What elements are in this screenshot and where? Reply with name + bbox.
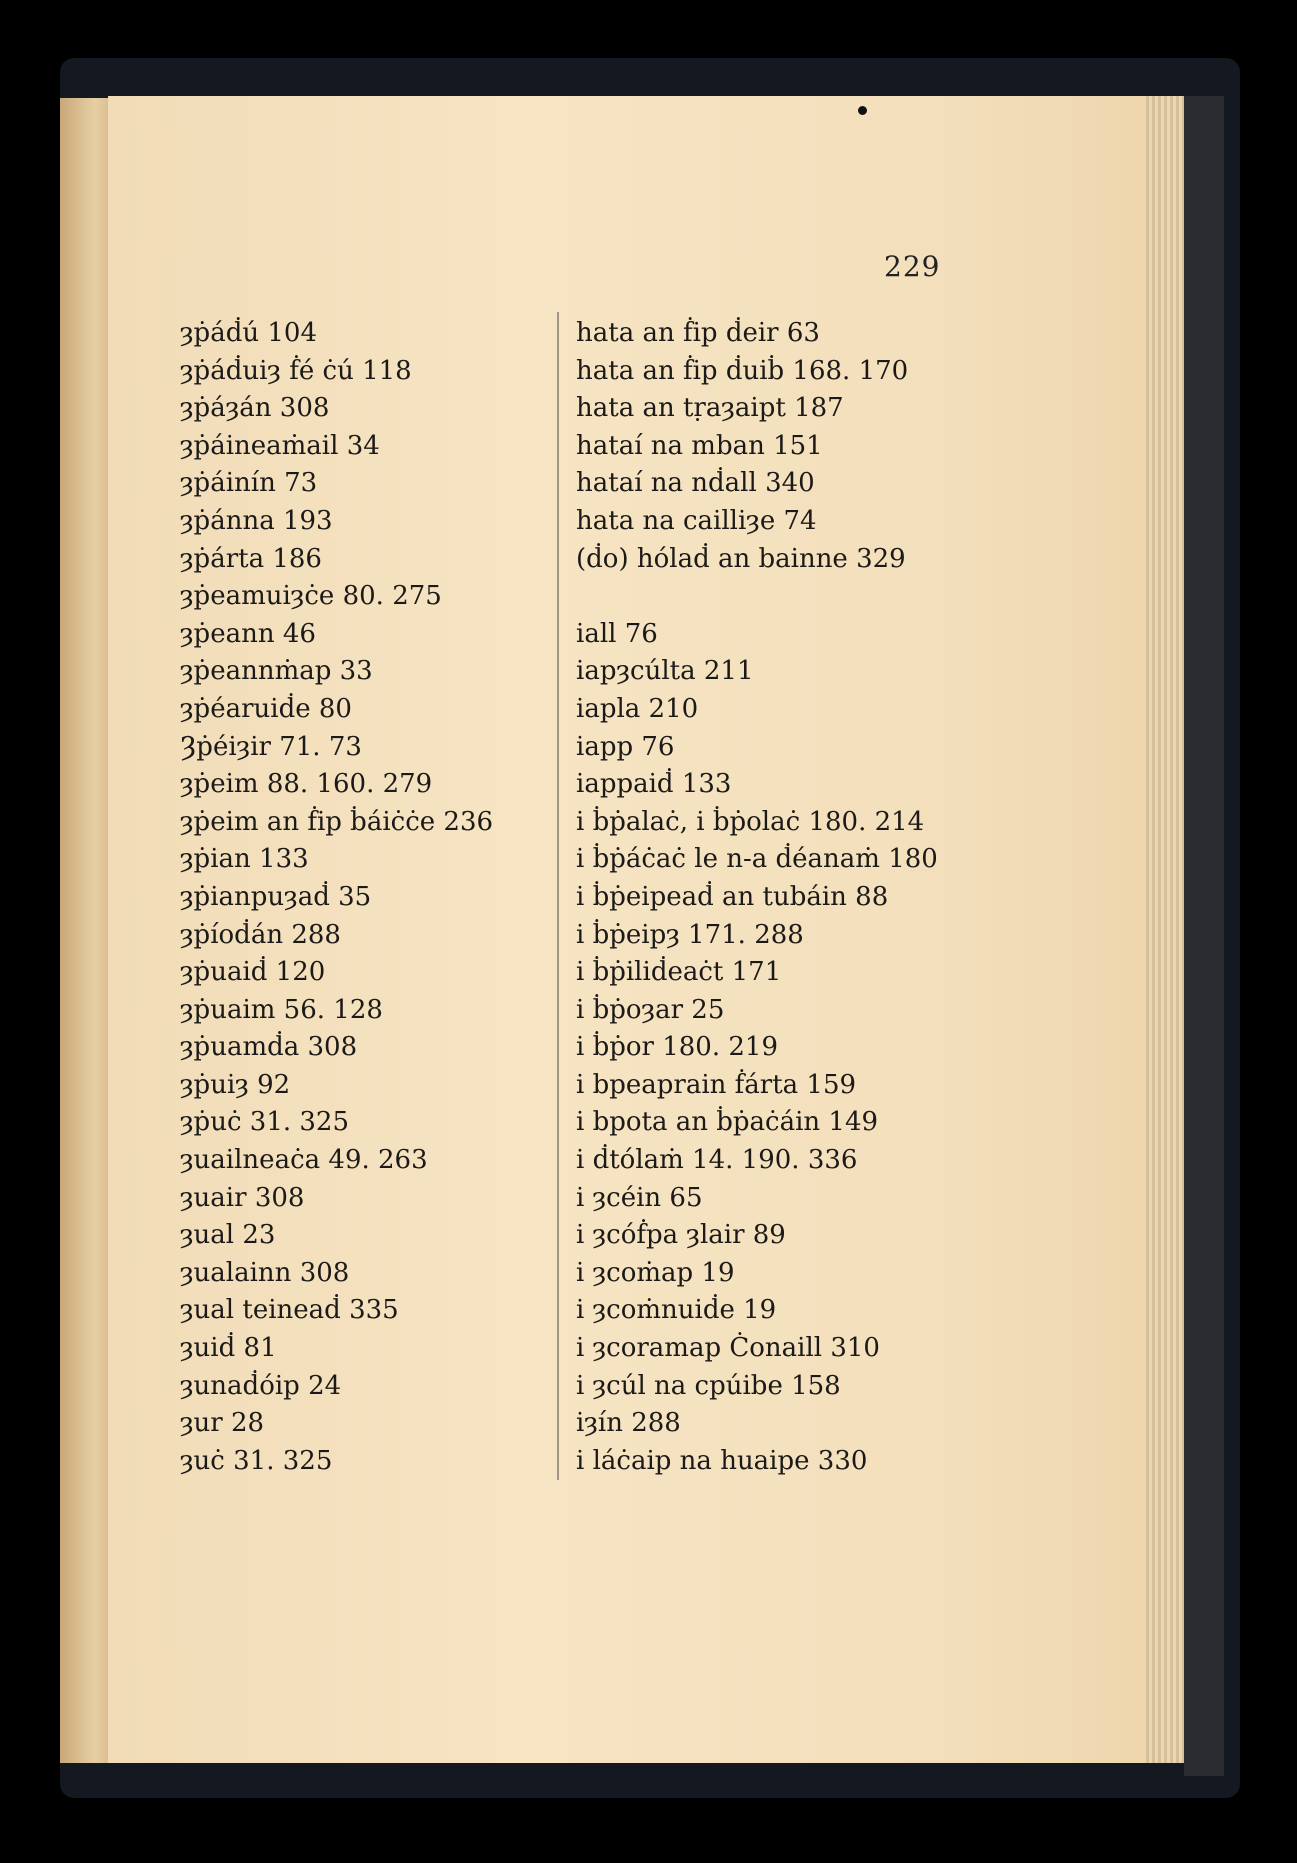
index-entry: i ḃṗoȝar 25 (576, 994, 725, 1025)
index-entry: ȝualainn 308 (180, 1257, 350, 1288)
index-entry: i ȝcoramap Ċonaill 310 (576, 1333, 880, 1364)
index-entry: iappaiḋ 133 (576, 769, 732, 800)
index-entry: i ḃṗiliḋeaċt 171 (576, 957, 782, 988)
index-entry: hata an ḟip ḋuiḃ 168. 170 (576, 355, 909, 386)
index-entry: ȝṗeim an ḟip ḃáiċċe 236 (180, 806, 494, 837)
index-entry: ȝṗeamuiȝċe 80. 275 (180, 581, 442, 612)
index-entry: hataí na nḋall 340 (576, 468, 815, 499)
page-gutter (60, 98, 110, 1763)
index-entry: ȝṗáḋuiȝ ḟé ċú 118 (180, 355, 412, 386)
index-entry: hata an tṛaȝaipt 187 (576, 393, 844, 424)
index-entry: ȝṗeannṁap 33 (180, 656, 373, 687)
index-entry: iall 76 (576, 618, 658, 649)
index-entry: ȝṗeann 46 (180, 618, 316, 649)
page-edges (1146, 96, 1184, 1763)
index-entry: hata na cailliȝe 74 (576, 505, 817, 536)
index-entry: ȝuair 308 (180, 1182, 305, 1213)
index-entry: ȝuċ 31. 325 (180, 1445, 333, 1476)
index-entry: i ḃṗor 180. 219 (576, 1032, 778, 1063)
ink-dot (858, 106, 867, 115)
index-entry: i ḃṗeipeaḋ an tubáin 88 (576, 881, 889, 912)
index-entry: ȝṗéaruiḋe 80 (180, 693, 352, 724)
index-entry: hata an ḟip ḋeir 63 (576, 318, 820, 348)
index-entry: i ȝcóḟpa ȝlair 89 (576, 1220, 786, 1251)
index-entry: ȝṗárta 186 (180, 543, 322, 574)
index-entry: iȝín 288 (576, 1408, 681, 1439)
index-entry: i ḃṗeipȝ 171. 288 (576, 919, 804, 950)
index-entry: ȝṗáineaṁail 34 (180, 430, 380, 461)
index-column-right (576, 315, 938, 1480)
index-entry: iapp 76 (576, 731, 675, 762)
column-divider (557, 312, 559, 1480)
index-entry: ȝṗianpuȝaḋ 35 (180, 881, 372, 912)
index-column-left (180, 315, 493, 1480)
index-entry: i bpota an ḃṗaċáin 149 (576, 1107, 879, 1138)
index-entry: Ȝṗéiȝir 71. 73 (180, 731, 362, 762)
index-entry: ȝṗuamḋa 308 (180, 1032, 358, 1063)
index-entry: i ȝcoṁnuiḋe 19 (576, 1295, 777, 1326)
index-entry: hataí na mban 151 (576, 430, 823, 461)
index-entry: ȝunaḋóip 24 (180, 1370, 342, 1401)
index-entry: i ȝcoṁap 19 (576, 1257, 735, 1288)
index-entry: ȝṗuiȝ 92 (180, 1069, 291, 1100)
index-entry: ȝṗian 133 (180, 844, 309, 875)
index-entry: i ḃṗáċaċ le n-a ḋéanaṁ 180 (576, 844, 938, 875)
index-entry: ȝṗuaiḋ 120 (180, 957, 326, 988)
index-entry: ȝuiḋ 81 (180, 1333, 277, 1364)
index-entry: i ȝcúl na cpúibe 158 (576, 1370, 841, 1401)
index-entry: ȝṗuaim 56. 128 (180, 994, 383, 1025)
index-entry: i ḃṗalaċ, i ḃṗolaċ 180. 214 (576, 806, 925, 837)
page-number: 229 (884, 250, 941, 283)
index-entry: i ḋtólaṁ 14. 190. 336 (576, 1145, 858, 1176)
index-entry: ȝṗánna 193 (180, 505, 333, 536)
index-entry: ȝṗáinín 73 (180, 468, 318, 499)
index-entry: ȝṗáȝán 308 (180, 393, 330, 424)
index-entry: ȝur 28 (180, 1408, 265, 1439)
index-entry: iapla 210 (576, 693, 699, 724)
index-entry: i ȝcéin 65 (576, 1182, 703, 1213)
index-entry: iapȝcúlta 211 (576, 656, 754, 687)
index-entry: ȝual teineaḋ 335 (180, 1295, 399, 1326)
index-entry: ȝṗeim 88. 160. 279 (180, 769, 433, 800)
index-entry: ȝṗíoḋán 288 (180, 919, 341, 950)
index-entry: ȝṗáḋú 104 (180, 318, 317, 348)
index-entry: i láċaip na huaipe 330 (576, 1445, 868, 1476)
index-entry: ȝuailneaċa 49. 263 (180, 1145, 428, 1176)
index-entry: i bpeaprain ḟárta 159 (576, 1069, 857, 1100)
book-cover-edge (1184, 96, 1224, 1776)
index-entry: ȝṗuċ 31. 325 (180, 1107, 350, 1138)
index-entry: ȝual 23 (180, 1220, 276, 1251)
index-entry: (ḋo) hólaḋ an bainne 329 (576, 543, 906, 574)
